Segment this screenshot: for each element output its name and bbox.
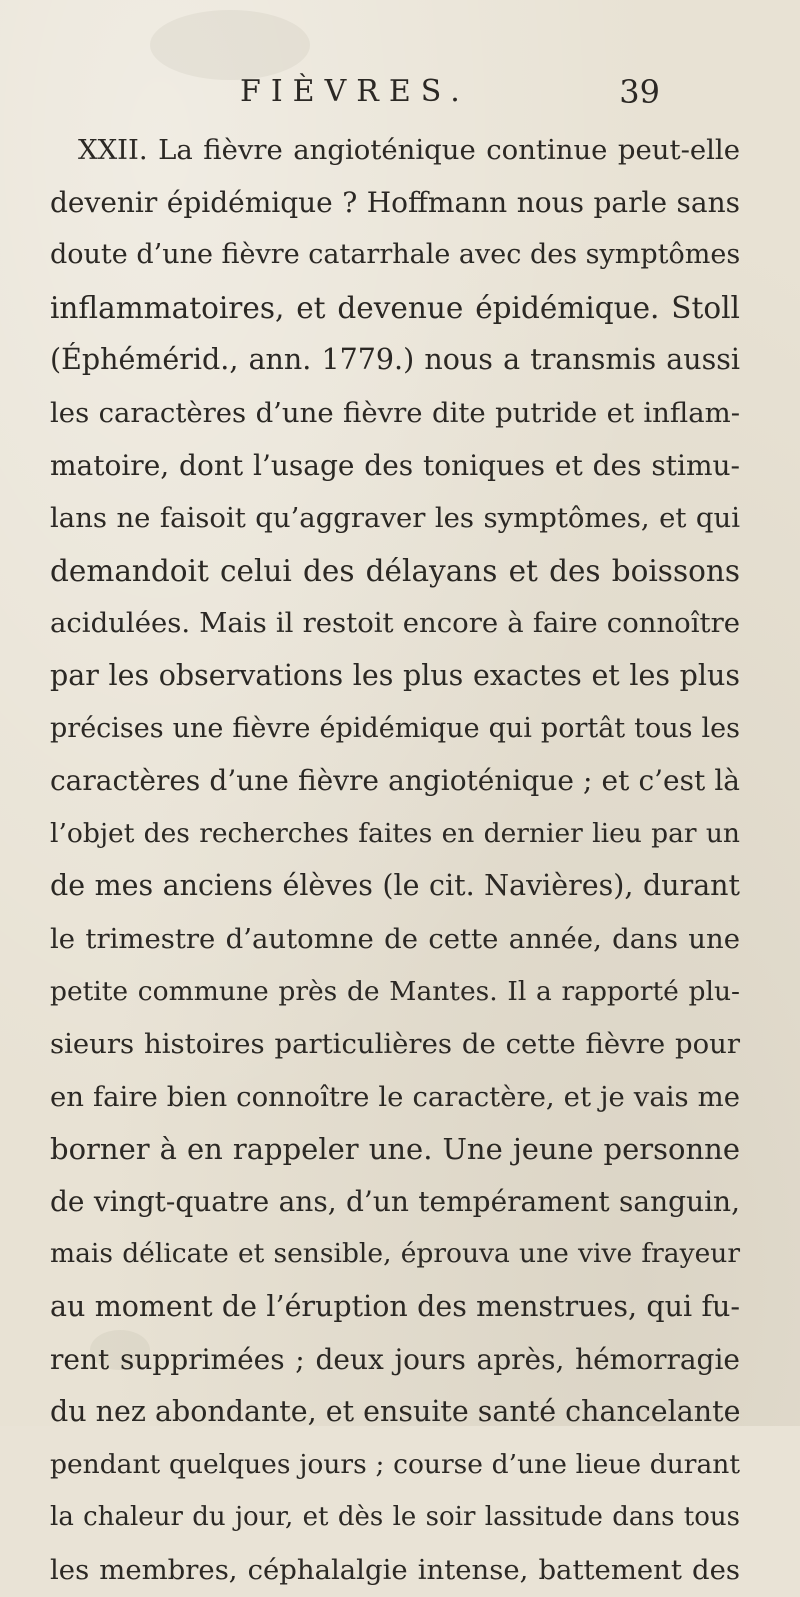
text-line: le trimestre d’automne de cette année, dans une bbox=[50, 922, 740, 955]
text-line: rent supprimées ; deux jours après, hémorragie bbox=[50, 1342, 740, 1376]
text-line: demandoit celui des délayans et des boissons bbox=[50, 553, 740, 588]
text-line: en faire bien connoître le caractère, et je vais me bbox=[50, 1080, 740, 1113]
text-line: la chaleur du jour, et dès le soir lassitude dans tous bbox=[50, 1502, 740, 1533]
text-line: sieurs histoires particulières de cette fièvre pour bbox=[50, 1028, 740, 1061]
text-line: XXII. La fièvre angioténique continue peut-elle bbox=[78, 134, 740, 166]
text-line: lans ne faisoit qu’aggraver les symptômes, et qui bbox=[50, 502, 740, 535]
text-line: pendant quelques jours ; course d’une lieue durant bbox=[50, 1448, 740, 1480]
text-line: l’objet des recherches faites en dernier lieu par un bbox=[50, 817, 740, 849]
text-line: les membres, céphalalgie intense, battement des bbox=[50, 1554, 740, 1587]
text-line: matoire, dont l’usage des toniques et des stimu- bbox=[50, 448, 740, 482]
text-line: de mes anciens élèves (le cit. Navières), durant bbox=[50, 869, 740, 903]
text-line: par les observations les plus exactes et les plus bbox=[50, 658, 740, 692]
text-line: caractères d’une fièvre angioténique ; et c’est là bbox=[50, 764, 740, 798]
text-line: précises une fièvre épidémique qui portât tous les bbox=[50, 712, 740, 744]
text-line: doute d’une fièvre catarrhale avec des symptômes bbox=[50, 239, 741, 271]
running-title: FIÈVRES. bbox=[240, 74, 470, 109]
paper-stain bbox=[150, 10, 310, 80]
text-line: borner à en rappeler une. Une jeune personne bbox=[50, 1132, 740, 1167]
text-line: acidulées. Mais il restoit encore à faire connoître bbox=[50, 607, 740, 640]
text-line: (Éphémérid., ann. 1779.) nous a transmis aussi bbox=[50, 343, 740, 377]
page-number: 39 bbox=[619, 73, 660, 111]
body-text bbox=[50, 124, 740, 1597]
text-line: petite commune près de Mantes. Il a rapporté plu- bbox=[50, 975, 740, 1007]
text-line: du nez abondante, et ensuite santé chancelante bbox=[50, 1395, 741, 1429]
page-header bbox=[240, 72, 660, 112]
text-line: les caractères d’une fièvre dite putride et inflam- bbox=[50, 396, 740, 429]
text-line: de vingt-quatre ans, d’un tempérament sanguin, bbox=[50, 1184, 740, 1218]
text-line: mais délicate et sensible, éprouva une vive frayeur bbox=[50, 1238, 740, 1270]
text-line: devenir épidémique ? Hoffmann nous parle sans bbox=[50, 185, 740, 219]
text-line: au moment de l’éruption des menstrues, qui fu- bbox=[50, 1290, 740, 1324]
text-line: inflammatoires, et devenue épidémique. Stoll bbox=[50, 290, 740, 325]
